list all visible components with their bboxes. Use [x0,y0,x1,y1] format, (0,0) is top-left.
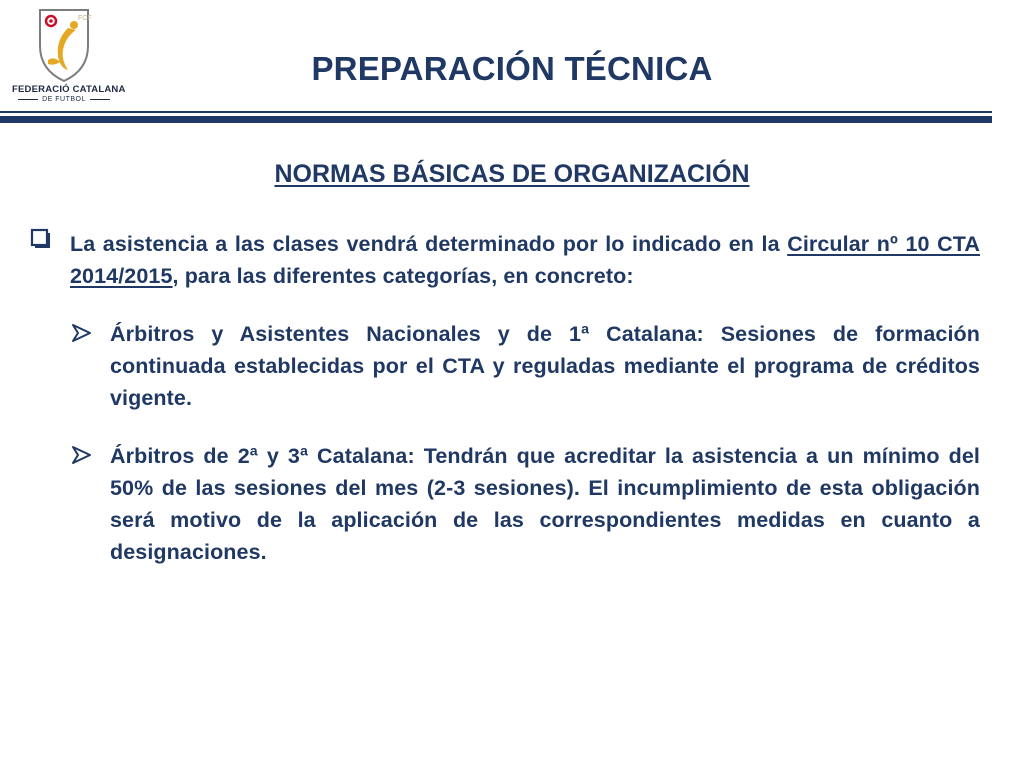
main-bullet-text [70,228,980,292]
arrow-bullet-icon [70,444,94,466]
logo-name: FEDERACIÓ CATALANA [12,84,126,95]
logo-subtitle: DE FUTBOL [12,96,116,103]
svg-text:FCF: FCF [78,15,92,22]
sub-bullet-national [70,318,980,414]
section-heading: NORMAS BÁSICAS DE ORGANIZACIÓN [274,160,750,188]
circular-link[interactable]: Circular nº 10 CTA 2014/2015 [70,232,981,288]
checkbox-bullet-icon [30,228,52,250]
sub-bullet-regional [70,440,980,568]
paragraph-intro: La asistencia a las clases vendrá determinado por lo indicado en la [70,232,788,256]
sub-bullet-text: Árbitros de 2ª y 3ª Catalana: Tendrán que acreditar la asistencia a un mínimo del 50% de las sesiones del mes (2-3 sesiones). El incumplimiento de esta obligación será motivo de la aplicación de las correspondientes medidas en cuanto a designaciones. [110,444,980,564]
arrow-bullet-icon [70,322,94,344]
sub-bullet-text: Árbitros y Asistentes Nacionales y de 1ª Catalana: Sesiones de formación continuada establecidas por el CTA y reguladas mediante el programa de créditos vigente. [110,322,980,410]
header-divider-thin [0,111,992,113]
main-bullet [30,228,980,292]
page-title: PREPARACIÓN TÉCNICA [311,50,713,87]
header-divider-thick [0,116,992,123]
paragraph-outro: , para las diferentes categorías, en concreto: [172,264,634,288]
